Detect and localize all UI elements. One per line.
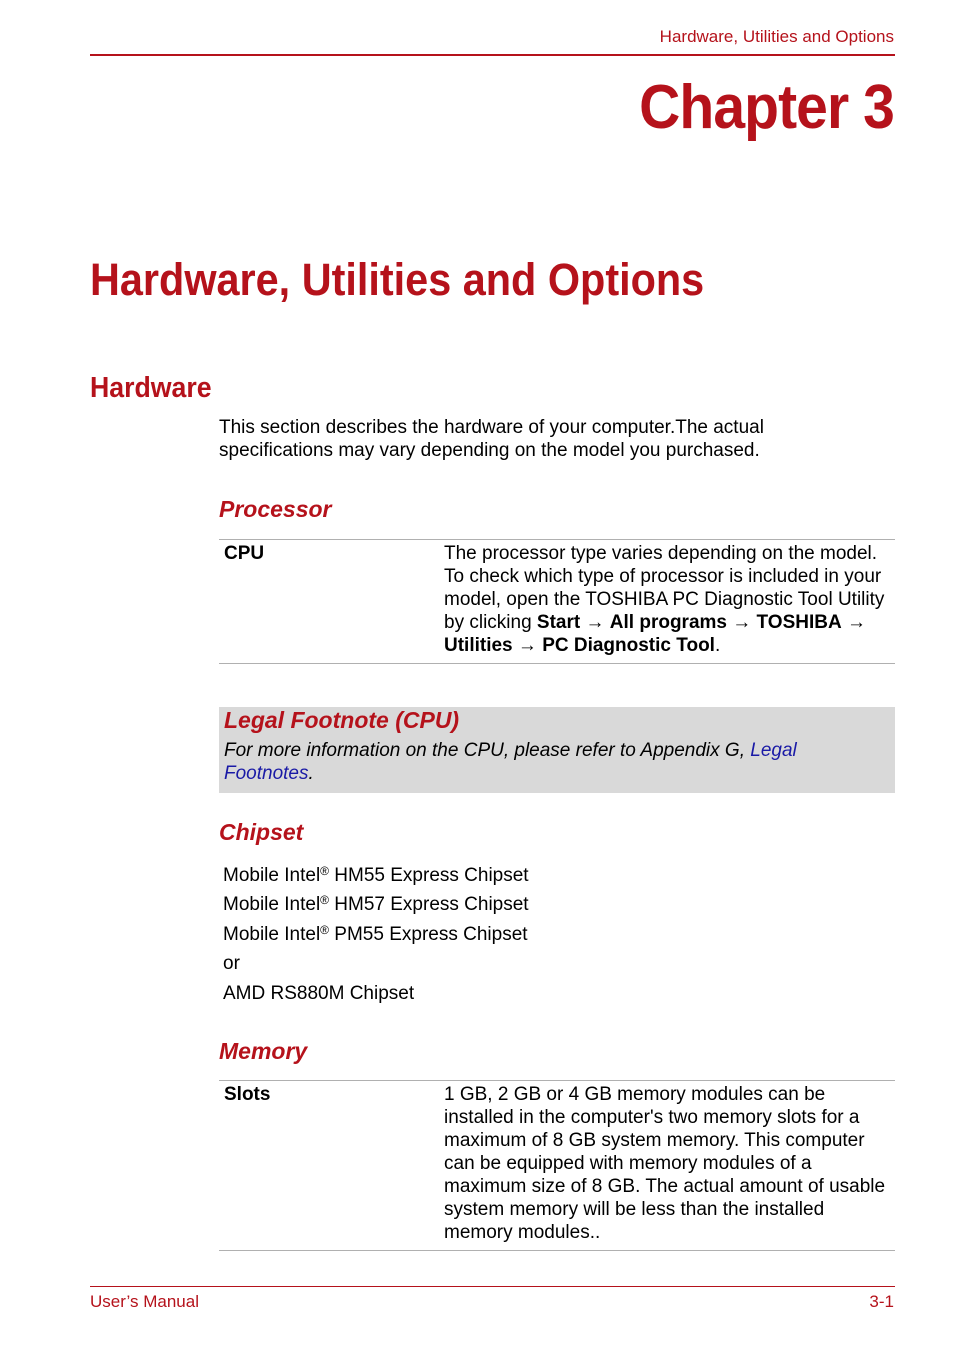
chapter-label: Chapter 3 bbox=[639, 73, 894, 142]
chipset-hm55: HM55 Express Chipset bbox=[329, 865, 529, 886]
chipset-prefix: Mobile Intel bbox=[223, 894, 321, 915]
legal-footnote-text bbox=[224, 739, 890, 785]
section-heading-hardware: Hardware bbox=[90, 372, 212, 404]
arrow-icon: → bbox=[732, 612, 752, 633]
chipset-pm55: PM55 Express Chipset bbox=[329, 924, 528, 945]
arrow-icon: → bbox=[847, 612, 866, 633]
path-pc-diagnostic-tool: PC Diagnostic Tool bbox=[542, 635, 715, 656]
registered-mark: ® bbox=[320, 864, 330, 878]
chipset-or: or bbox=[223, 953, 240, 974]
subheading-processor: Processor bbox=[219, 496, 332, 522]
path-start: Start bbox=[536, 612, 581, 633]
arrow-icon: → bbox=[517, 635, 537, 656]
cpu-desc-text: The processor type varies depending on the model. To check which type of processor is included in your model, open the TOSHIBA PC Diagnostic Tool Utility by clicking bbox=[444, 543, 885, 633]
registered-mark: ® bbox=[320, 893, 330, 907]
legal-footnote-box bbox=[219, 707, 895, 793]
section-intro: This section describes the hardware of your computer.The actual specifications may vary depending on the model you purchased. bbox=[219, 417, 764, 461]
registered-mark: ® bbox=[320, 923, 330, 937]
row-label-slots: Slots bbox=[224, 1084, 271, 1105]
slots-description: 1 GB, 2 GB or 4 GB memory modules can be installed in the computer's two memory slots for a maximum of 8 GB system memory. This computer can be equipped with memory modules of a maximum size of 8 GB. The actual amount of usable system memory will be less than the installed memory modules.. bbox=[444, 1084, 886, 1243]
legal-footnotes-link[interactable]: Legal Footnotes bbox=[224, 740, 797, 784]
header-rule bbox=[90, 54, 895, 56]
processor-table bbox=[219, 539, 895, 664]
cpu-desc-end: . bbox=[714, 635, 721, 656]
chipset-prefix: Mobile Intel bbox=[223, 865, 321, 886]
cpu-description bbox=[444, 542, 895, 657]
table-row bbox=[219, 540, 895, 663]
subheading-chipset: Chipset bbox=[219, 819, 304, 845]
list-item bbox=[223, 864, 529, 887]
legal-footnote-end: . bbox=[308, 763, 314, 784]
path-toshiba: TOSHIBA bbox=[756, 612, 842, 633]
legal-footnote-body: For more information on the CPU, please refer to Appendix G, bbox=[224, 740, 751, 761]
table-row bbox=[219, 1081, 895, 1250]
chapter-title: Hardware, Utilities and Options bbox=[90, 254, 705, 305]
chipset-amd: AMD RS880M Chipset bbox=[223, 983, 415, 1004]
path-all-programs: All programs bbox=[609, 612, 727, 633]
arrow-icon: → bbox=[585, 612, 605, 633]
chipset-prefix: Mobile Intel bbox=[223, 924, 321, 945]
path-utilities: Utilities bbox=[444, 635, 513, 656]
footer-rule bbox=[90, 1286, 895, 1287]
running-header: Hardware, Utilities and Options bbox=[659, 27, 894, 46]
memory-table bbox=[219, 1080, 895, 1251]
row-label-cpu: CPU bbox=[224, 543, 265, 564]
list-item bbox=[223, 893, 529, 916]
subheading-memory: Memory bbox=[219, 1038, 308, 1064]
footer-manual-title: User’s Manual bbox=[90, 1292, 199, 1311]
list-item bbox=[223, 923, 528, 946]
page-number: 3-1 bbox=[869, 1292, 894, 1311]
chipset-hm57: HM57 Express Chipset bbox=[329, 894, 529, 915]
legal-footnote-title: Legal Footnote (CPU) bbox=[224, 707, 460, 733]
